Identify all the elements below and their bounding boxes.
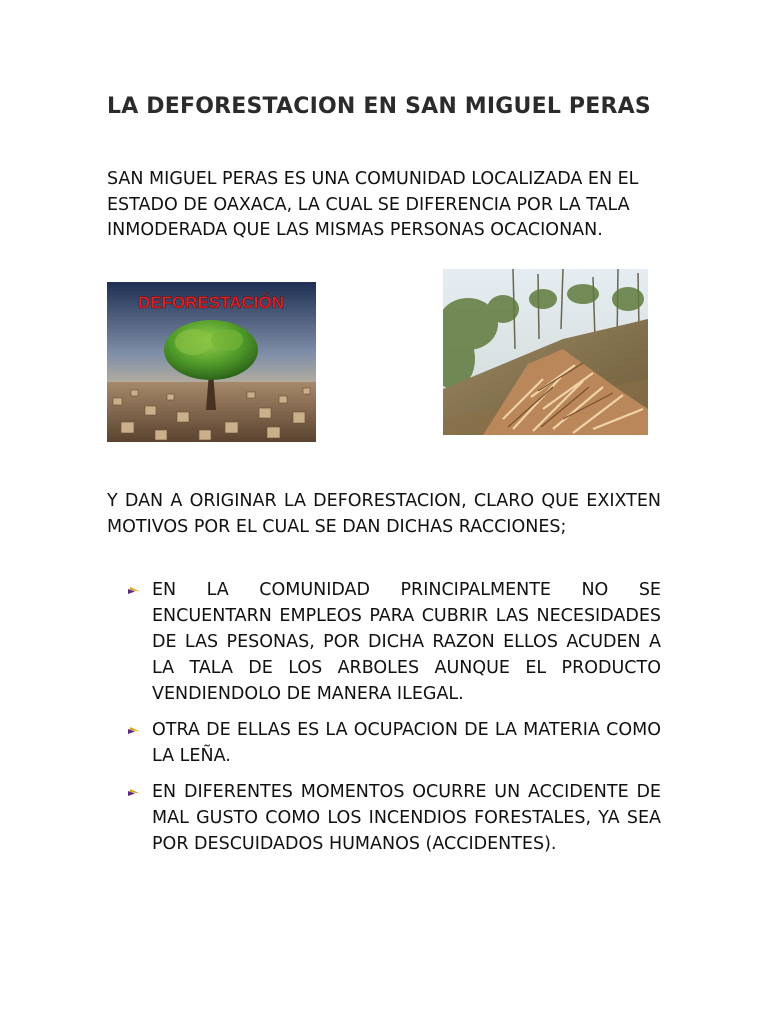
document-page (107, 0, 661, 1024)
deforestation-tree-illustration (107, 282, 316, 442)
deforestation-caption: DEFORESTACIÓN (137, 293, 285, 312)
body-paragraph: Y DAN A ORIGINAR LA DEFORESTACION, CLARO QUE EXIXTEN MOTIVOS POR EL CUAL SE DAN DICHAS RACCIONES; (107, 491, 661, 537)
list-item (107, 779, 661, 857)
intro-paragraph: SAN MIGUEL PERAS ES UNA COMUNIDAD LOCALIZADA EN EL ESTADO DE OAXACA, LA CUAL SE DIFERENCIA POR LA TALA INMODERADA QUE LAS MISMAS PERSONAS OCACIONAN. (107, 169, 639, 240)
list-item (107, 717, 661, 769)
list-item-text: OTRA DE ELLAS ES LA OCUPACION DE LA MATERIA COMO LA LEÑA. (152, 720, 661, 766)
document-title: LA DEFORESTACION EN SAN MIGUEL PERAS (107, 94, 651, 119)
list-item (107, 577, 661, 707)
reasons-list (107, 577, 661, 867)
arrow-bullet-icon (128, 587, 140, 596)
cut-wood-pile-photo (443, 269, 648, 435)
list-item-text: EN LA COMUNIDAD PRINCIPALMENTE NO SE ENCUENTARN EMPLEOS PARA CUBRIR LAS NECESIDADES DE LAS PESONAS, POR DICHA RAZON ELLOS ACUDEN A LA TALA DE LOS ARBOLES AUNQUE EL PRODUCTO VENDIENDOLO DE MANERA ILEGAL. (152, 580, 661, 704)
cut-wood-image (443, 269, 648, 435)
list-item-text: EN DIFERENTES MOMENTOS OCURRE UN ACCIDENTE DE MAL GUSTO COMO LOS INCENDIOS FORESTALES, YA SEA POR DESCUIDADOS HUMANOS (ACCIDENTES). (152, 782, 661, 854)
deforestation-image (107, 282, 316, 442)
arrow-bullet-icon (128, 727, 140, 736)
arrow-bullet-icon (128, 789, 140, 798)
